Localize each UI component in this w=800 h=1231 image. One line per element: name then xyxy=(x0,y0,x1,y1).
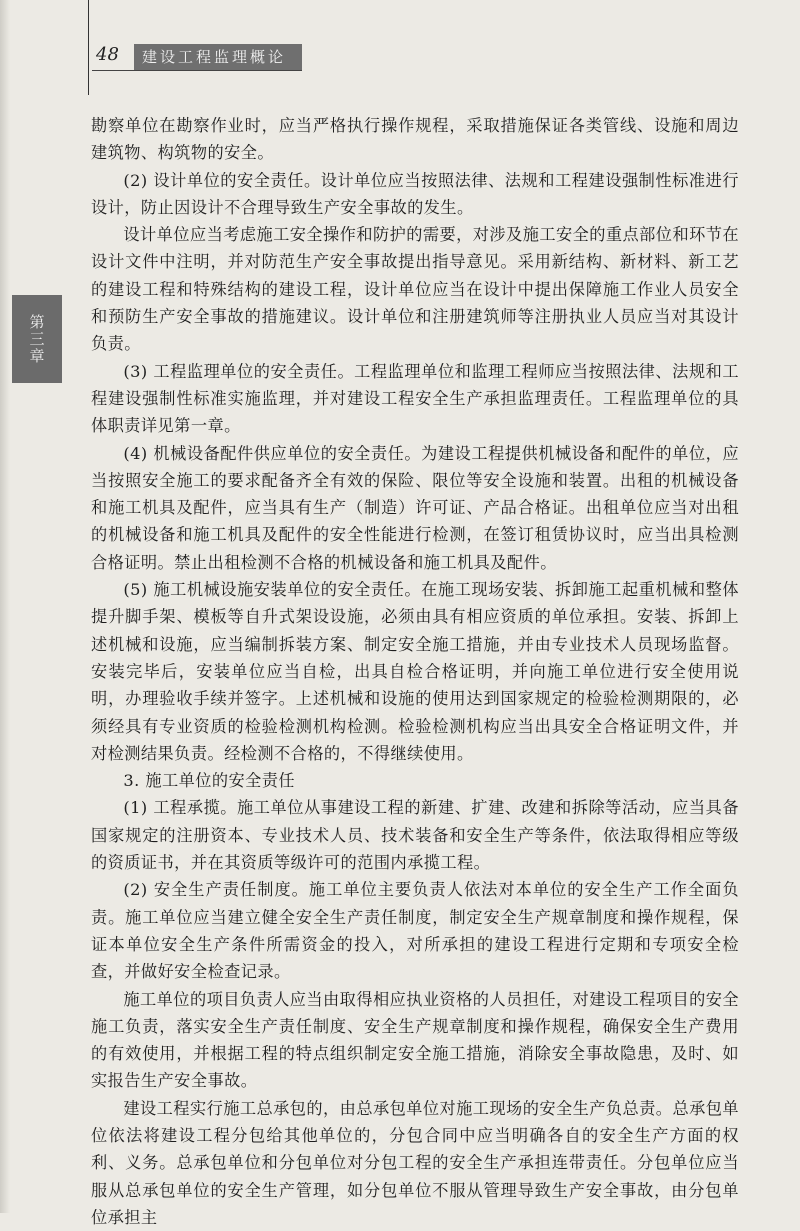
paragraph: 设计单位应当考虑施工安全操作和防护的需要，对涉及施工安全的重点部位和环节在设计文件中注明，并对防范生产安全事故提出指导意见。采用新结构、新材料、新工艺的建设工程和特殊结构的建设工程，设计单位应当在设计中提出保障施工作业人员安全和预防生产安全事故的措施建议。设计单位和注册建筑师等注册执业人员应当对其设计负责。 xyxy=(91,225,739,354)
paragraph: (1) 工程承揽。施工单位从事建设工程的新建、扩建、改建和拆除等活动，应当具备国家规定的注册资本、专业技术人员、技术装备和安全生产等条件，依法取得相应等级的资质证书，并在其资质等级许可的范围内承揽工程。 xyxy=(91,798,739,873)
header-vertical-rule xyxy=(88,0,89,95)
paragraph: (5) 施工机械设施安装单位的安全责任。在施工现场安装、拆卸施工起重机械和整体提升脚手架、模板等自升式架设设施，必须由具有相应资质的单位承担。安装、拆卸上述机械和设施，应当编制拆装方案、制定安全施工措施，并由专业技术人员现场监督。安装完毕后，安装单位应当自检，出具自检合格证明，并向施工单位进行安全使用说明，办理验收手续并签字。上述机械和设施的使用达到国家规定的检验检测期限的，必须经具有专业资质的检验检测机构检测。检验检测机构应当出具安全合格证明文件，并对检测结果负责。经检测不合格的，不得继续使用。 xyxy=(91,580,739,763)
paragraph: 施工单位的项目负责人应当由取得相应执业资格的人员担任，对建设工程项目的安全施工负责，落实安全生产责任制度、安全生产规章制度和操作规程，确保安全生产费用的有效使用，并根据工程的特点组织制定安全施工措施，消除安全事故隐患，及时、如实报告生产安全事故。 xyxy=(91,989,739,1091)
page-number: 48 xyxy=(96,44,119,65)
body-text xyxy=(91,112,739,1231)
paragraph: (3) 工程监理单位的安全责任。工程监理单位和监理工程师应当按照法律、法规和工程建设强制性标准实施监理，并对建设工程安全生产承担监理责任。工程监理单位的具体职责详见第一章。 xyxy=(91,361,739,436)
page-edge-shadow xyxy=(0,0,10,1213)
book-title-banner: 建设工程监理概论 xyxy=(134,44,302,70)
chapter-side-tab: 第三章 xyxy=(12,295,62,383)
paragraph: (2) 安全生产责任制度。施工单位主要负责人依法对本单位的安全生产工作全面负责。施工单位应当建立健全安全生产责任制度，制定安全生产规章制度和操作规程，保证本单位安全生产条件所需资金的投入，对所承担的建设工程进行定期和专项安全检查，并做好安全检查记录。 xyxy=(91,880,739,982)
paragraph: (2) 设计单位的安全责任。设计单位应当按照法律、法规和工程建设强制性标准进行设计，防止因设计不合理导致生产安全事故的发生。 xyxy=(91,170,739,217)
section-heading: 3. 施工单位的安全责任 xyxy=(123,771,296,791)
paragraph: 建设工程实行施工总承包的，由总承包单位对施工现场的安全生产负总责。总承包单位依法将建设工程分包给其他单位的，分包合同中应当明确各自的安全生产方面的权利、义务。总承包单位和分包单位对分包工程的安全生产承担连带责任。分包单位应当服从总承包单位的安全生产管理，如分包单位不服从管理导致生产安全事故，由分包单位承担主 xyxy=(91,1098,739,1227)
paragraph: (4) 机械设备配件供应单位的安全责任。为建设工程提供机械设备和配件的单位，应当按照安全施工的要求配备齐全有效的保险、限位等安全设施和装置。出租的机械设备和施工机具及配件，应当具有生产（制造）许可证、产品合格证。出租单位应当对出租的机械设备和施工机具及配件的安全性能进行检测，在签订租赁协议时，应当出具检测合格证明。禁止出租检测不合格的机械设备和施工机具及配件。 xyxy=(91,443,739,572)
header-underline xyxy=(92,70,302,71)
paragraph: 勘察单位在勘察作业时，应当严格执行操作规程，采取措施保证各类管线、设施和周边建筑物、构筑物的安全。 xyxy=(91,116,739,163)
